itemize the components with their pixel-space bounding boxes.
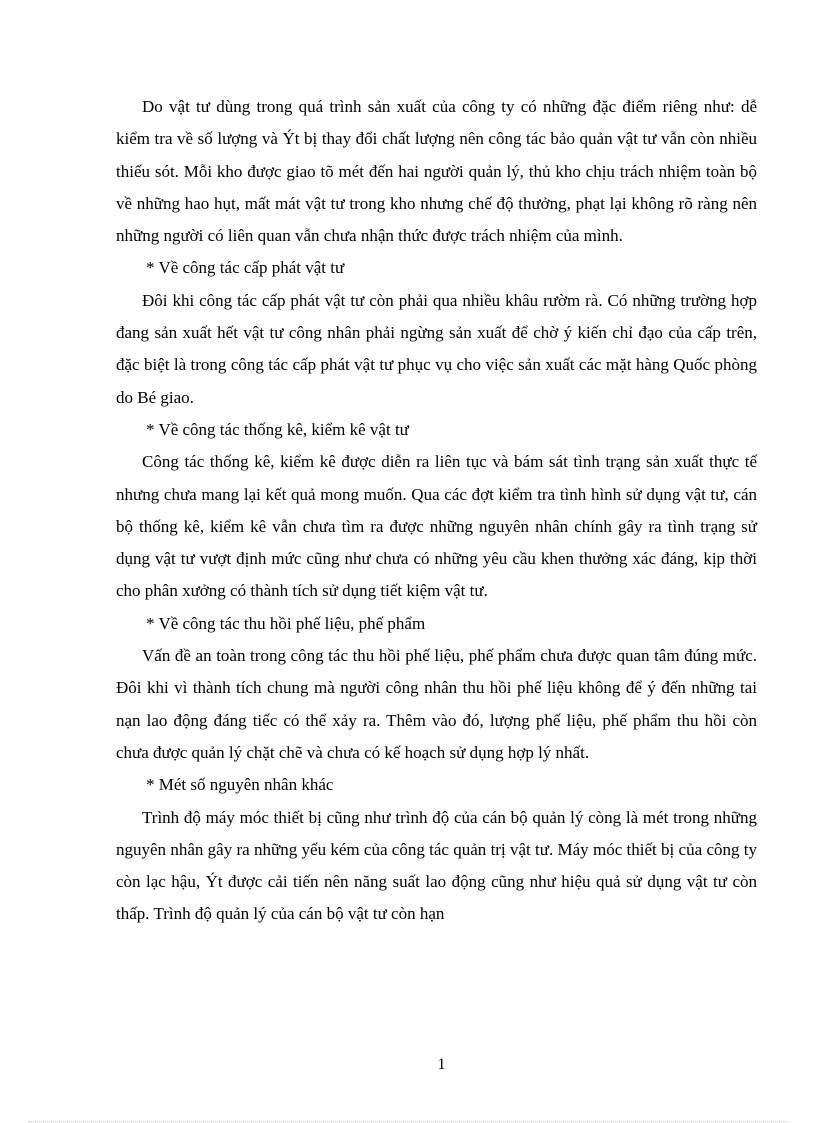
- document-body: [116, 91, 757, 931]
- page-number: 1: [437, 1056, 446, 1073]
- paragraph-inventory-statistics: Công tác thống kê, kiểm kê được diễn ra liên tục và bám sát tình trạng sản xuất thực tế nhưng chưa mang lại kết quả mong muốn. Qua các đợt kiểm tra tình hình sử dụng vật tư, cán bộ thống kê, kiểm kê vẫn chưa tìm ra được những nguyên nhân chính gây ra tình trạng sử dụng vật tư vượt định mức cũng như chưa có những yêu cầu khen thưởng xác đáng, kịp thời cho phân xưởng có thành tích sử dụng tiết kiệm vật tư.: [116, 452, 757, 601]
- paragraph-material-issuance: Đôi khi công tác cấp phát vật tư còn phải qua nhiều khâu rườm rà. Có những trường hợp đang sản xuất hết vật tư công nhân phải ngừng sản xuất để chờ ý kiến chỉ đạo của cấp trên, đặc biệt là trong công tác cấp phát vật tư phục vụ cho việc sản xuất các mặt hàng Quốc phòng do Bé giao.: [116, 290, 757, 407]
- page-bottom-divider: [28, 1121, 788, 1122]
- heading-material-issuance: * Về công tác cấp phát vật tư: [146, 258, 345, 278]
- paragraph-storage: Do vật tư dùng trong quá trình sản xuất của công ty có những đặc điểm riêng như: dễ kiểm tra về số lượng và Ýt bị thay đổi chất lượng nên công tác bảo quản vật tư vẫn còn nhiều thiếu sót. Mỗi kho được giao tõ mét đến hai người quản lý, thủ kho chịu trách nhiệm toàn bộ về những hao hụt, mất mát vật tư trong kho nhưng chế độ thưởng, phạt lại không rõ ràng nên những người có liên quan vẫn chưa nhận thức được trách nhiệm của mình.: [116, 97, 757, 246]
- heading-scrap-recovery: * Về công tác thu hồi phế liệu, phế phẩm: [146, 613, 426, 633]
- heading-other-causes: * Mét số nguyên nhân khác: [146, 775, 334, 795]
- heading-inventory-statistics: * Về công tác thống kê, kiểm kê vật tư: [146, 419, 409, 439]
- paragraph-other-causes: Trình độ máy móc thiết bị cũng như trình độ của cán bộ quản lý còng là mét trong những nguyên nhân gây ra những yếu kém của công tác quản trị vật tư. Máy móc thiết bị của công ty còn lạc hậu, Ýt được cải tiến nên năng suất lao động cũng như hiệu quả sử dụng vật tư còn thấp. Trình độ quản lý của cán bộ vật tư còn hạn: [116, 807, 757, 924]
- paragraph-scrap-recovery: Vấn đề an toàn trong công tác thu hồi phế liệu, phế phẩm chưa được quan tâm đúng mức. Đôi khi vì thành tích chung mà người công nhân thu hồi phế liệu không để ý đến những tai nạn lao động đáng tiếc có thể xảy ra. Thêm vào đó, lượng phế liệu, phế phẩm thu hồi còn chưa được quản lý chặt chẽ và chưa có kế hoạch sử dụng hợp lý nhất.: [116, 646, 757, 762]
